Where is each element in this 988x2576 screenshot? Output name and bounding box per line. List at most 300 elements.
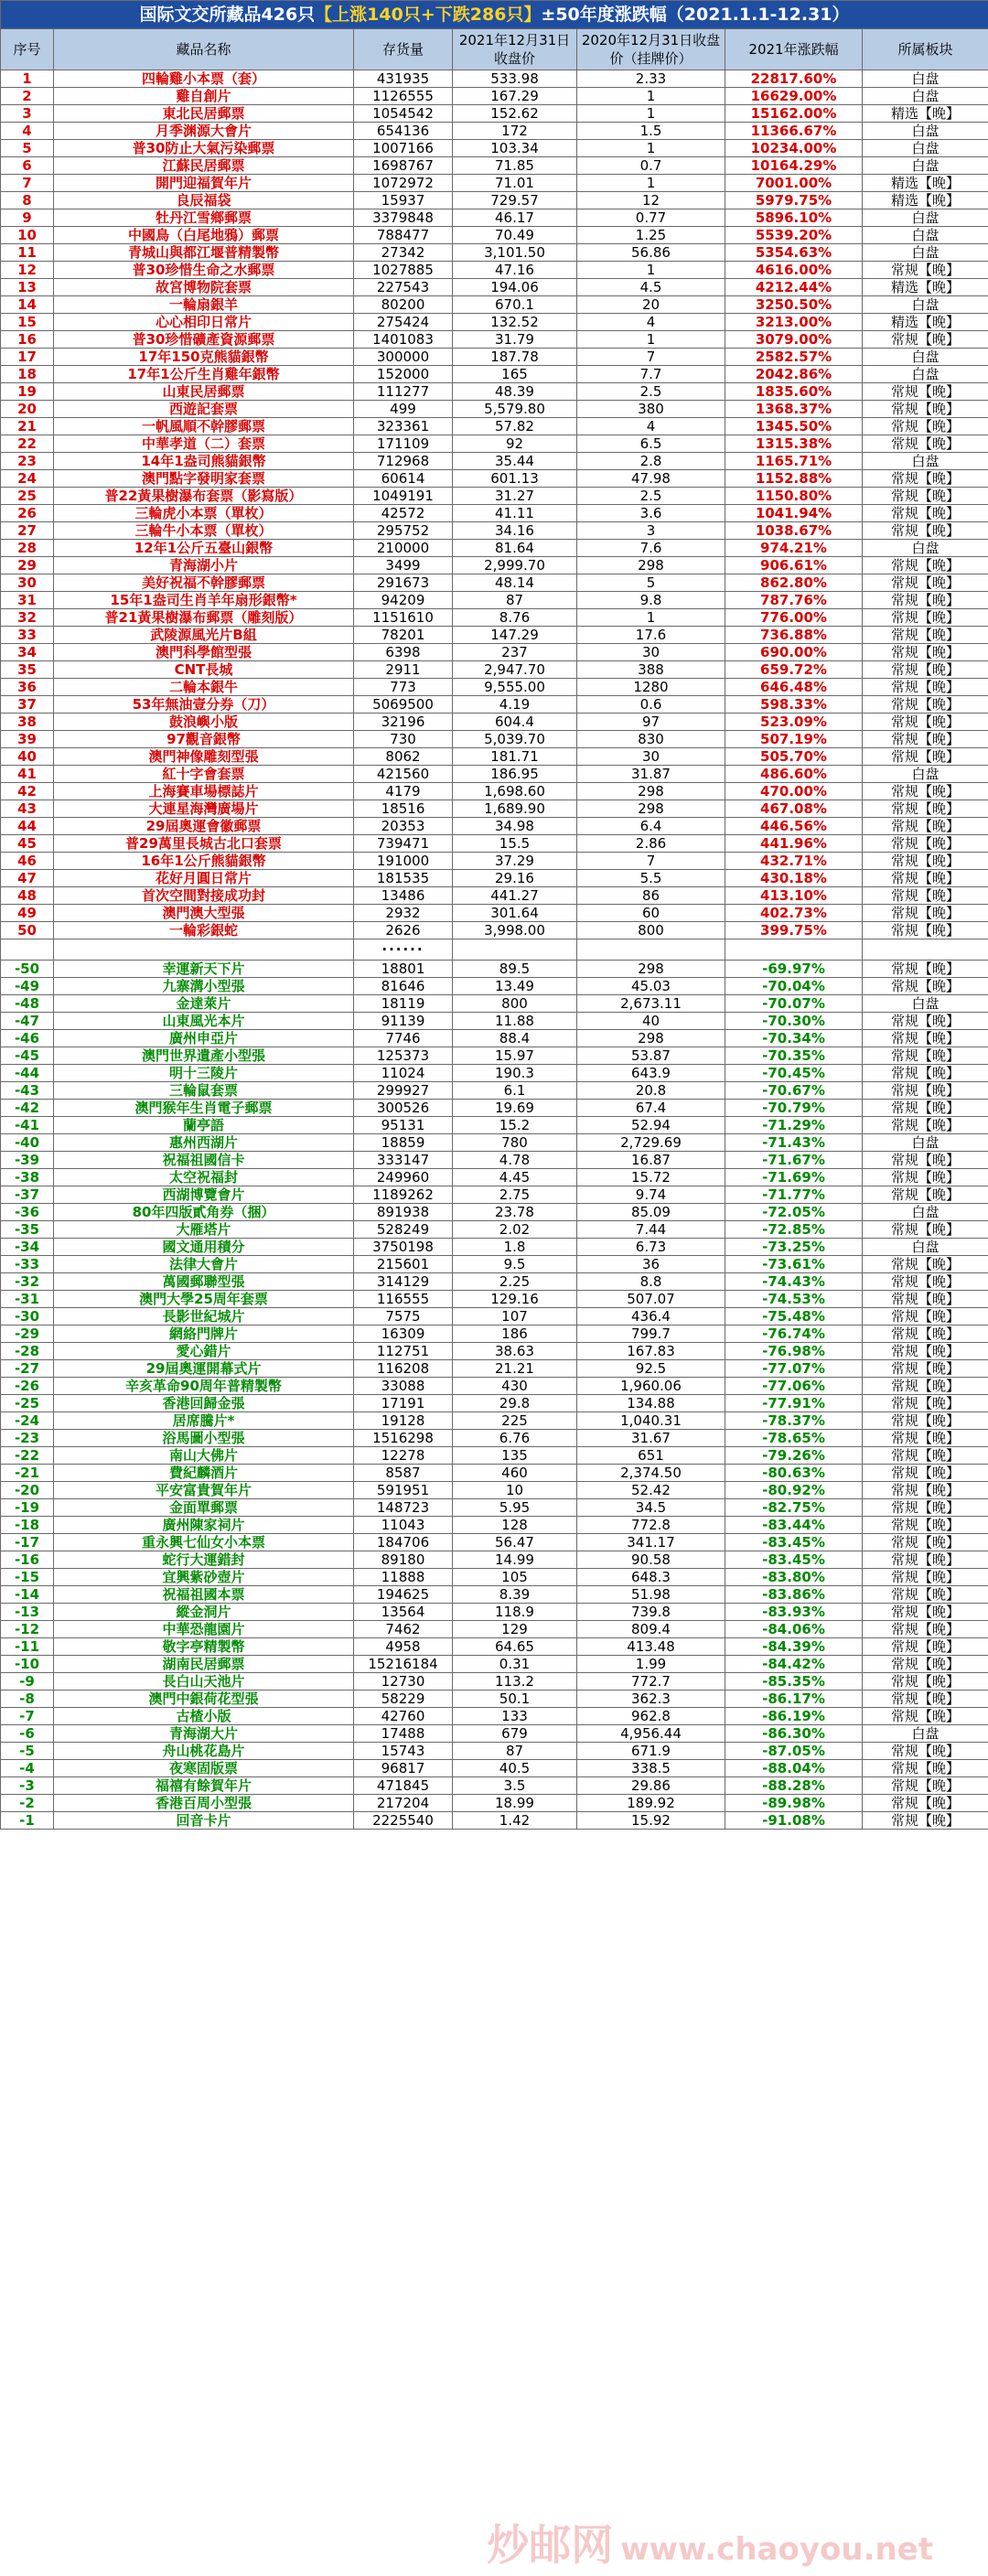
rank-cell: 44 <box>1 818 54 835</box>
close-2021-cell: 0.31 <box>453 1656 577 1673</box>
name-cell: 開門迎福賀年片 <box>54 175 354 192</box>
col-header-name: 藏品名称 <box>54 29 354 70</box>
stock-cell: 181535 <box>354 870 453 887</box>
close-2020-cell: 7 <box>577 349 725 366</box>
close-2021-cell: 780 <box>453 1134 577 1152</box>
stock-cell: 191000 <box>354 853 453 870</box>
sector-cell: 精选【晚】 <box>863 105 988 123</box>
table-row <box>1 331 988 349</box>
name-cell: 鼓浪嶼小版 <box>54 714 354 731</box>
table-row <box>1 279 988 296</box>
name-cell: 萬國郵聯型張 <box>54 1273 354 1291</box>
name-cell: 國文通用積分 <box>54 1239 354 1256</box>
rank-cell: 9 <box>1 209 54 227</box>
close-2020-cell: 97 <box>577 714 725 731</box>
close-2020-cell: 388 <box>577 661 725 679</box>
change-cell: -83.86% <box>725 1586 863 1604</box>
table-row <box>1 1204 988 1221</box>
column-header-row <box>1 29 988 70</box>
close-2020-cell: 651 <box>577 1447 725 1465</box>
change-cell: 470.00% <box>725 783 863 800</box>
close-2020-cell: 1.99 <box>577 1656 725 1673</box>
sector-cell: 常规【晚】 <box>863 1690 988 1708</box>
table-row <box>1 1638 988 1656</box>
stock-cell: 27342 <box>354 244 453 262</box>
close-2020-cell: 7 <box>577 853 725 870</box>
table-row <box>1 1465 988 1482</box>
sector-cell: 常规【晚】 <box>863 1412 988 1430</box>
name-cell: 澳門猴年生肖電子郵票 <box>54 1100 354 1117</box>
change-cell: -87.05% <box>725 1743 863 1760</box>
close-2020-cell: 7.6 <box>577 540 725 557</box>
name-cell: 二輪本銀牛 <box>54 679 354 696</box>
name-cell: 青海湖大片 <box>54 1725 354 1743</box>
close-2020-cell: 30 <box>577 644 725 661</box>
sector-cell: 常规【晚】 <box>863 1395 988 1412</box>
sector-cell: 精选【晚】 <box>863 192 988 209</box>
table-row <box>1 435 988 453</box>
close-2020-cell: 0.7 <box>577 157 725 175</box>
close-2021-cell: 37.29 <box>453 853 577 870</box>
close-2020-cell: 3.6 <box>577 505 725 522</box>
name-cell: 三輪虎小本票（單枚） <box>54 505 354 522</box>
table-row <box>1 696 988 714</box>
change-cell: 659.72% <box>725 661 863 679</box>
rank-cell: -41 <box>1 1117 54 1134</box>
rank-cell: -21 <box>1 1465 54 1482</box>
sector-cell: 常规【晚】 <box>863 1065 988 1082</box>
rank-cell: -12 <box>1 1621 54 1638</box>
name-cell: 17年1公斤生肖雞年銀幣 <box>54 366 354 383</box>
sector-cell: 常规【晚】 <box>863 1343 988 1360</box>
close-2020-cell: 1280 <box>577 679 725 696</box>
sector-cell: 常规【晚】 <box>863 853 988 870</box>
name-cell: 辛亥革命90周年普精製幣 <box>54 1378 354 1395</box>
table-row <box>1 314 988 331</box>
rank-cell: -43 <box>1 1082 54 1100</box>
rank-cell: 49 <box>1 905 54 922</box>
name-cell: 幸運新天下片 <box>54 961 354 978</box>
name-cell: 大連星海灣廣場片 <box>54 800 354 818</box>
rank-cell: 5 <box>1 140 54 157</box>
change-cell: 5896.10% <box>725 209 863 227</box>
table-row <box>1 1430 988 1447</box>
table-row <box>1 1256 988 1273</box>
rank-cell: 29 <box>1 557 54 574</box>
close-2020-cell: 7.44 <box>577 1221 725 1239</box>
table-row <box>1 1447 988 1465</box>
stock-cell: 171109 <box>354 435 453 453</box>
change-cell: 399.75% <box>725 922 863 939</box>
table-row <box>1 244 988 262</box>
close-2020-cell: 3 <box>577 522 725 540</box>
change-cell: -70.04% <box>725 978 863 995</box>
close-2021-cell: 181.71 <box>453 748 577 766</box>
close-2020-cell: 5 <box>577 574 725 592</box>
table-row <box>1 1326 988 1343</box>
table-row <box>1 557 988 574</box>
rank-cell: 20 <box>1 401 54 418</box>
change-cell: -79.26% <box>725 1447 863 1465</box>
title-suffix: ±50年度涨跌幅（2021.1.1-12.31） <box>541 5 850 25</box>
change-cell: 598.33% <box>725 696 863 714</box>
close-2021-cell: 19.69 <box>453 1100 577 1117</box>
sector-cell: 白盘 <box>863 140 988 157</box>
rank-cell: 18 <box>1 366 54 383</box>
stock-cell: 91139 <box>354 1013 453 1030</box>
stock-cell: 1516298 <box>354 1430 453 1447</box>
name-cell: 14年1盎司熊貓銀幣 <box>54 453 354 470</box>
change-cell: -88.04% <box>725 1760 863 1777</box>
name-cell: 月季渊源大會片 <box>54 123 354 140</box>
rank-cell: 22 <box>1 435 54 453</box>
close-2021-cell: 133 <box>453 1708 577 1725</box>
name-cell: 花好月圓日常片 <box>54 870 354 887</box>
stock-cell: 3750198 <box>354 1239 453 1256</box>
table-row <box>1 1517 988 1534</box>
rank-cell: -7 <box>1 1708 54 1725</box>
name-cell: 普22黃果樹瀑布套票（影寫版） <box>54 488 354 505</box>
rank-cell: -14 <box>1 1586 54 1604</box>
change-cell: 862.80% <box>725 574 863 592</box>
rank-cell: -26 <box>1 1378 54 1395</box>
rank-cell: -1 <box>1 1812 54 1830</box>
table-row <box>1 1134 988 1152</box>
name-cell: 東北民居郵票 <box>54 105 354 123</box>
name-cell: 97觀音銀幣 <box>54 731 354 748</box>
close-2020-cell: 1 <box>577 88 725 105</box>
stock-cell: 1007166 <box>354 140 453 157</box>
close-2021-cell: 15.2 <box>453 1117 577 1134</box>
stock-cell: 591951 <box>354 1482 453 1499</box>
close-2021-cell: 128 <box>453 1517 577 1534</box>
close-2021-cell: 194.06 <box>453 279 577 296</box>
close-2020-cell: 36 <box>577 1256 725 1273</box>
name-cell: 平安富貴賀年片 <box>54 1482 354 1499</box>
sector-cell: 常规【晚】 <box>863 1447 988 1465</box>
table-row <box>1 1221 988 1239</box>
table-row <box>1 105 988 123</box>
table-row <box>1 123 988 140</box>
rank-cell: 47 <box>1 870 54 887</box>
change-cell: 7001.00% <box>725 175 863 192</box>
name-cell: 惠州西湖片 <box>54 1134 354 1152</box>
rank-cell: 34 <box>1 644 54 661</box>
rank-cell: 32 <box>1 609 54 627</box>
close-2021-cell: 35.44 <box>453 453 577 470</box>
change-cell: 486.60% <box>725 766 863 783</box>
change-cell: -86.17% <box>725 1690 863 1708</box>
change-cell: 446.56% <box>725 818 863 835</box>
change-cell: 1835.60% <box>725 383 863 401</box>
close-2021-cell: 41.11 <box>453 505 577 522</box>
rank-cell: 1 <box>1 70 54 88</box>
change-cell: 430.18% <box>725 870 863 887</box>
stock-cell: 314129 <box>354 1273 453 1291</box>
separator-dots: ...... <box>354 939 453 961</box>
rank-cell: 35 <box>1 661 54 679</box>
change-cell: 5979.75% <box>725 192 863 209</box>
stock-cell: 1401083 <box>354 331 453 349</box>
stock-cell: 2911 <box>354 661 453 679</box>
stock-cell: 1072972 <box>354 175 453 192</box>
change-cell: -78.65% <box>725 1430 863 1447</box>
rank-cell: 12 <box>1 262 54 279</box>
sector-cell: 常规【晚】 <box>863 1047 988 1065</box>
sector-cell: 常规【晚】 <box>863 1517 988 1534</box>
rank-cell: -34 <box>1 1239 54 1256</box>
table-row <box>1 574 988 592</box>
close-2020-cell: 799.7 <box>577 1326 725 1343</box>
sector-cell: 精选【晚】 <box>863 314 988 331</box>
close-2020-cell: 1 <box>577 609 725 627</box>
table-row <box>1 644 988 661</box>
close-2021-cell: 187.78 <box>453 349 577 366</box>
change-cell: -73.25% <box>725 1239 863 1256</box>
close-2020-cell: 298 <box>577 783 725 800</box>
change-cell: -70.35% <box>725 1047 863 1065</box>
stock-cell: 60614 <box>354 470 453 488</box>
change-cell: -71.69% <box>725 1169 863 1186</box>
table-row <box>1 1378 988 1395</box>
change-cell: -77.91% <box>725 1395 863 1412</box>
change-cell: 776.00% <box>725 609 863 627</box>
close-2021-cell: 729.57 <box>453 192 577 209</box>
name-cell: 南山大佛片 <box>54 1447 354 1465</box>
stock-cell: 4958 <box>354 1638 453 1656</box>
change-cell: 5354.63% <box>725 244 863 262</box>
table-row <box>1 262 988 279</box>
name-cell: 祝福祖國信卡 <box>54 1152 354 1169</box>
table-row <box>1 592 988 609</box>
table-row <box>1 1100 988 1117</box>
change-cell: -80.63% <box>725 1465 863 1482</box>
table-row <box>1 157 988 175</box>
sector-cell: 常规【晚】 <box>863 1082 988 1100</box>
close-2020-cell: 1,040.31 <box>577 1412 725 1430</box>
table-row <box>1 1412 988 1430</box>
sector-cell: 常规【晚】 <box>863 1673 988 1690</box>
stock-cell: 18516 <box>354 800 453 818</box>
sector-cell: 常规【晚】 <box>863 1499 988 1517</box>
stock-cell: 2626 <box>354 922 453 939</box>
stock-cell: 11024 <box>354 1065 453 1082</box>
close-2021-cell: 129.16 <box>453 1291 577 1308</box>
name-cell: 祝福祖國本票 <box>54 1586 354 1604</box>
change-cell: -83.44% <box>725 1517 863 1534</box>
name-cell: 西遊記套票 <box>54 401 354 418</box>
close-2021-cell: 1.8 <box>453 1239 577 1256</box>
close-2020-cell: 671.9 <box>577 1743 725 1760</box>
rank-cell: 14 <box>1 296 54 314</box>
name-cell: 普30珍惜生命之水郵票 <box>54 262 354 279</box>
rank-cell: -10 <box>1 1656 54 1673</box>
close-2020-cell: 17.6 <box>577 627 725 644</box>
table-row <box>1 905 988 922</box>
name-cell: 雞自創片 <box>54 88 354 105</box>
sector-cell: 常规【晚】 <box>863 1638 988 1656</box>
name-cell: 愛心錯片 <box>54 1343 354 1360</box>
change-cell: 1165.71% <box>725 453 863 470</box>
close-2020-cell: 2.86 <box>577 835 725 853</box>
close-2021-cell: 601.13 <box>453 470 577 488</box>
sector-cell: 白盘 <box>863 1204 988 1221</box>
close-2020-cell: 30 <box>577 748 725 766</box>
stock-cell: 1698767 <box>354 157 453 175</box>
table-row <box>1 192 988 209</box>
rank-cell: 4 <box>1 123 54 140</box>
close-2020-cell: 15.92 <box>577 1812 725 1830</box>
name-cell: 廣州陳家祠片 <box>54 1517 354 1534</box>
stock-cell: 112751 <box>354 1343 453 1360</box>
rank-cell: -16 <box>1 1551 54 1569</box>
close-2021-cell: 87 <box>453 1743 577 1760</box>
stock-cell: 295752 <box>354 522 453 540</box>
name-cell: 15年1盎司生肖羊年扇形銀幣* <box>54 592 354 609</box>
sector-cell: 常规【晚】 <box>863 1551 988 1569</box>
close-2021-cell: 107 <box>453 1308 577 1326</box>
stock-cell: 773 <box>354 679 453 696</box>
table-row <box>1 995 988 1013</box>
rank-cell: 17 <box>1 349 54 366</box>
close-2020-cell: 1.25 <box>577 227 725 244</box>
sector-cell: 白盘 <box>863 70 988 88</box>
table-row <box>1 1673 988 1690</box>
watermark-text: 炒邮网 <box>487 2520 614 2570</box>
stock-cell: 32196 <box>354 714 453 731</box>
change-cell: -77.06% <box>725 1378 863 1395</box>
table-row <box>1 1047 988 1065</box>
table-row <box>1 296 988 314</box>
change-cell: -76.74% <box>725 1326 863 1343</box>
name-cell: 蘭亭語 <box>54 1117 354 1134</box>
name-cell: 故宮博物院套票 <box>54 279 354 296</box>
rank-cell: 26 <box>1 505 54 522</box>
close-2021-cell: 11.88 <box>453 1013 577 1030</box>
change-cell: -78.37% <box>725 1412 863 1430</box>
name-cell: 29屆奧運會徽郵票 <box>54 818 354 835</box>
close-2021-cell: 92 <box>453 435 577 453</box>
top-gainers-body <box>1 70 988 939</box>
rank-cell: 50 <box>1 922 54 939</box>
table-row <box>1 1152 988 1169</box>
name-cell: 縱金洞片 <box>54 1604 354 1621</box>
table-row <box>1 1569 988 1586</box>
name-cell: 澳門神像雕刻型張 <box>54 748 354 766</box>
close-2020-cell: 9.8 <box>577 592 725 609</box>
name-cell: 首次空間對接成功封 <box>54 887 354 905</box>
stock-cell: 300526 <box>354 1100 453 1117</box>
stock-cell: 148723 <box>354 1499 453 1517</box>
close-2020-cell: 1 <box>577 140 725 157</box>
stock-cell: 3499 <box>354 557 453 574</box>
top-losers-body <box>1 961 988 1830</box>
close-2020-cell: 2.5 <box>577 383 725 401</box>
name-cell: 廣州申亞片 <box>54 1030 354 1047</box>
sector-cell: 白盘 <box>863 244 988 262</box>
change-cell: -70.07% <box>725 995 863 1013</box>
close-2020-cell: 167.83 <box>577 1343 725 1360</box>
sector-cell: 常规【晚】 <box>863 627 988 644</box>
rank-cell: -36 <box>1 1204 54 1221</box>
sector-cell: 常规【晚】 <box>863 262 988 279</box>
stock-cell: 111277 <box>354 383 453 401</box>
table-row <box>1 1343 988 1360</box>
table-row <box>1 88 988 105</box>
stock-cell: 18119 <box>354 995 453 1013</box>
stock-cell: 891938 <box>354 1204 453 1221</box>
name-cell: 青城山與都江堰普精製幣 <box>54 244 354 262</box>
table-row <box>1 714 988 731</box>
rank-cell: -39 <box>1 1152 54 1169</box>
col-header-change: 2021年涨跌幅 <box>725 29 863 70</box>
close-2020-cell: 1 <box>577 262 725 279</box>
table-title <box>1 1 988 29</box>
stock-cell: 95131 <box>354 1117 453 1134</box>
close-2021-cell: 670.1 <box>453 296 577 314</box>
table-row <box>1 70 988 88</box>
name-cell: 香港回歸金張 <box>54 1395 354 1412</box>
name-cell: 金達萊片 <box>54 995 354 1013</box>
stock-cell: 7462 <box>354 1621 453 1638</box>
separator-row <box>1 939 988 961</box>
close-2020-cell: 52.42 <box>577 1482 725 1499</box>
close-2020-cell: 31.87 <box>577 766 725 783</box>
stock-cell: 116555 <box>354 1291 453 1308</box>
stock-cell: 215601 <box>354 1256 453 1273</box>
stock-cell: 89180 <box>354 1551 453 1569</box>
close-2020-cell: 739.8 <box>577 1604 725 1621</box>
change-cell: 402.73% <box>725 905 863 922</box>
table-row <box>1 1065 988 1082</box>
sector-cell: 常规【晚】 <box>863 1812 988 1830</box>
close-2021-cell: 2.25 <box>453 1273 577 1291</box>
table-row <box>1 1551 988 1569</box>
rank-cell: -32 <box>1 1273 54 1291</box>
rank-cell: 39 <box>1 731 54 748</box>
name-cell: 一輪扇銀羊 <box>54 296 354 314</box>
sector-cell: 常规【晚】 <box>863 961 988 978</box>
sector-cell: 常规【晚】 <box>863 1777 988 1795</box>
close-2020-cell: 648.3 <box>577 1569 725 1586</box>
name-cell: 香港百周小型張 <box>54 1795 354 1812</box>
close-2021-cell: 31.79 <box>453 331 577 349</box>
name-cell: 青海湖小片 <box>54 557 354 574</box>
change-cell: 432.71% <box>725 853 863 870</box>
table-row <box>1 1725 988 1743</box>
table-row <box>1 627 988 644</box>
name-cell: 三輪鼠套票 <box>54 1082 354 1100</box>
name-cell: 澳門科學館型張 <box>54 644 354 661</box>
table-row <box>1 870 988 887</box>
close-2021-cell: 88.4 <box>453 1030 577 1047</box>
rank-cell: 40 <box>1 748 54 766</box>
name-cell: 蛇行大運錯封 <box>54 1551 354 1569</box>
close-2021-cell: 103.34 <box>453 140 577 157</box>
change-cell: -83.80% <box>725 1569 863 1586</box>
change-cell: 787.76% <box>725 592 863 609</box>
table-row <box>1 609 988 627</box>
close-2021-cell: 89.5 <box>453 961 577 978</box>
close-2021-cell: 5,579.80 <box>453 401 577 418</box>
stock-cell: 96817 <box>354 1760 453 1777</box>
change-cell: -84.39% <box>725 1638 863 1656</box>
close-2021-cell: 47.16 <box>453 262 577 279</box>
close-2020-cell: 20.8 <box>577 1082 725 1100</box>
stock-cell: 654136 <box>354 123 453 140</box>
table-row <box>1 418 988 435</box>
table-row <box>1 505 988 522</box>
